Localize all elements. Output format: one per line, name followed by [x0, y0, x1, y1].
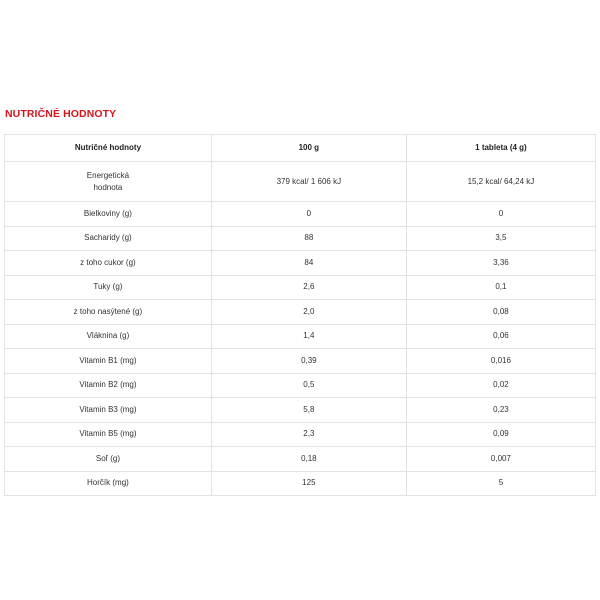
value-per-100g: 5,8 — [211, 398, 406, 423]
header-per-tablet: 1 tableta (4 g) — [406, 135, 595, 162]
table-row — [5, 324, 596, 349]
table-row — [5, 398, 596, 423]
value-per-100g: 84 — [211, 251, 406, 276]
value-per-tablet: 0,06 — [406, 324, 595, 349]
value-per-tablet: 0,09 — [406, 422, 595, 447]
row-label: Vitamin B5 (mg) — [5, 422, 212, 447]
table-row — [5, 373, 596, 398]
table-row — [5, 162, 596, 202]
table-row — [5, 300, 596, 325]
value-per-tablet: 0,007 — [406, 447, 595, 472]
value-per-tablet: 3,36 — [406, 251, 595, 276]
value-per-tablet: 0,1 — [406, 275, 595, 300]
value-per-tablet: 3,5 — [406, 226, 595, 251]
row-label: Bielkoviny (g) — [5, 202, 212, 227]
row-label: Tuky (g) — [5, 275, 212, 300]
header-nutrient: Nutričné hodnoty — [5, 135, 212, 162]
table-row — [5, 471, 596, 496]
value-per-100g: 0,18 — [211, 447, 406, 472]
table-row — [5, 349, 596, 374]
value-per-tablet: 0 — [406, 202, 595, 227]
value-per-tablet: 0,23 — [406, 398, 595, 423]
value-per-100g: 125 — [211, 471, 406, 496]
table-row — [5, 422, 596, 447]
value-per-100g: 0 — [211, 202, 406, 227]
table-row — [5, 202, 596, 227]
value-per-tablet: 15,2 kcal/ 64,24 kJ — [406, 162, 595, 202]
row-label: z toho cukor (g) — [5, 251, 212, 276]
row-label: Vitamin B1 (mg) — [5, 349, 212, 374]
value-per-tablet: 0,08 — [406, 300, 595, 325]
value-per-tablet: 5 — [406, 471, 595, 496]
row-label: Vláknina (g) — [5, 324, 212, 349]
value-per-100g: 379 kcal/ 1 606 kJ — [211, 162, 406, 202]
row-label: Horčík (mg) — [5, 471, 212, 496]
value-per-tablet: 0,02 — [406, 373, 595, 398]
value-per-100g: 0,5 — [211, 373, 406, 398]
section-title: NUTRIČNÉ HODNOTY — [5, 108, 117, 120]
value-per-100g: 2,0 — [211, 300, 406, 325]
header-per-100g: 100 g — [211, 135, 406, 162]
value-per-100g: 88 — [211, 226, 406, 251]
row-label: Sacharidy (g) — [5, 226, 212, 251]
value-per-100g: 2,6 — [211, 275, 406, 300]
table-row — [5, 275, 596, 300]
table-row — [5, 447, 596, 472]
nutrition-table — [4, 134, 596, 496]
row-label: z toho nasýtené (g) — [5, 300, 212, 325]
value-per-100g: 2,3 — [211, 422, 406, 447]
value-per-tablet: 0,016 — [406, 349, 595, 374]
row-label: Soľ (g) — [5, 447, 212, 472]
table-row — [5, 226, 596, 251]
table-row — [5, 251, 596, 276]
row-label: Vitamin B2 (mg) — [5, 373, 212, 398]
value-per-100g: 0,39 — [211, 349, 406, 374]
row-label: Energetická hodnota — [5, 162, 212, 202]
table-header-row — [5, 135, 596, 162]
row-label: Vitamin B3 (mg) — [5, 398, 212, 423]
value-per-100g: 1,4 — [211, 324, 406, 349]
